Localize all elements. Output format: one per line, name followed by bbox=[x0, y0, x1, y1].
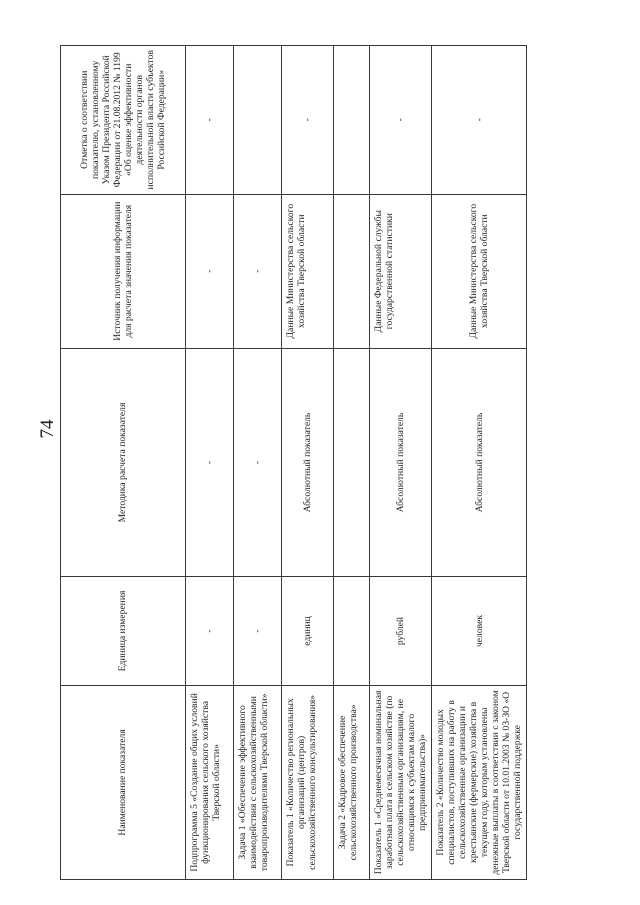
header-note: Отметка о соответствии показателю, установленному Указом Президента Российской Федерации от 21.08.2012 № 1199 «Об оценке эффективности деятельности органов исполнительной власти субъектов Российской Федерации» bbox=[61, 46, 186, 195]
table-row bbox=[234, 46, 282, 880]
header-name: Наименование показателя bbox=[61, 685, 186, 879]
row-method: Абсолютный показатель bbox=[282, 348, 334, 576]
row-name: Показатель 1 «Количество региональных организаций (центров) сельскохозяйственного консультирования» bbox=[282, 685, 334, 879]
indicator-table-rotated bbox=[60, 45, 524, 880]
header-method: Методика расчета показателя bbox=[61, 348, 186, 576]
row-method: Абсолютный показатель bbox=[370, 348, 432, 576]
header-source: Источник получения информации для расчета значения показателя bbox=[61, 194, 186, 348]
row-unit bbox=[334, 577, 370, 686]
indicator-table bbox=[60, 45, 527, 880]
row-name: Подпрограмма 5 «Создание общих условий функционирования сельского хозяйства Тверской области» bbox=[186, 685, 234, 879]
row-note bbox=[334, 46, 370, 195]
row-method bbox=[334, 348, 370, 576]
table-row bbox=[432, 46, 527, 880]
row-source: Данные Федеральной службы государственной статистики bbox=[370, 194, 432, 348]
row-name: Задача 2 «Кадровое обеспечение сельскохозяйственного производства» bbox=[334, 685, 370, 879]
row-source bbox=[334, 194, 370, 348]
row-method: - bbox=[234, 348, 282, 576]
row-unit: - bbox=[186, 577, 234, 686]
row-name: Показатель 1 «Среднемесячная номинальная заработная плата в сельском хозяйстве (по сельскохозяйственным организациям, не относящимся к субъектам малого предпринимательства)» bbox=[370, 685, 432, 879]
row-name: Показатель 2 «Количество молодых специалистов, поступивших на работу в сельскохозяйственные организации и крестьянские (фермерские) хозяйства в текущем году, которым установлены денежные выплаты в соответствии с законом Тверской области от 10.01.2003 № 03-ЗО «О государственной поддержке bbox=[432, 685, 527, 879]
row-unit: единиц bbox=[282, 577, 334, 686]
table-row bbox=[370, 46, 432, 880]
row-method: - bbox=[186, 348, 234, 576]
row-note: - bbox=[186, 46, 234, 195]
row-source: Данные Министерства сельского хозяйства Тверской области bbox=[282, 194, 334, 348]
table-row bbox=[334, 46, 370, 880]
row-source: Данные Министерства сельского хозяйства Тверской области bbox=[432, 194, 527, 348]
table-header-row bbox=[61, 46, 186, 880]
row-source: - bbox=[186, 194, 234, 348]
row-note: - bbox=[282, 46, 334, 195]
table-row bbox=[282, 46, 334, 880]
row-note: - bbox=[432, 46, 527, 195]
row-note bbox=[234, 46, 282, 195]
row-name: Задача 1 «Обеспечение эффективного взаимодействия с сельскохозяйственными товаропроизводителями Тверской области» bbox=[234, 685, 282, 879]
page-number: 74 bbox=[37, 419, 58, 439]
row-unit: - bbox=[234, 577, 282, 686]
table-row bbox=[186, 46, 234, 880]
row-unit: рублей bbox=[370, 577, 432, 686]
row-note: - bbox=[370, 46, 432, 195]
row-method: Абсолютный показатель bbox=[432, 348, 527, 576]
row-unit: человек bbox=[432, 577, 527, 686]
header-unit: Единица измерения bbox=[61, 577, 186, 686]
row-source: - bbox=[234, 194, 282, 348]
